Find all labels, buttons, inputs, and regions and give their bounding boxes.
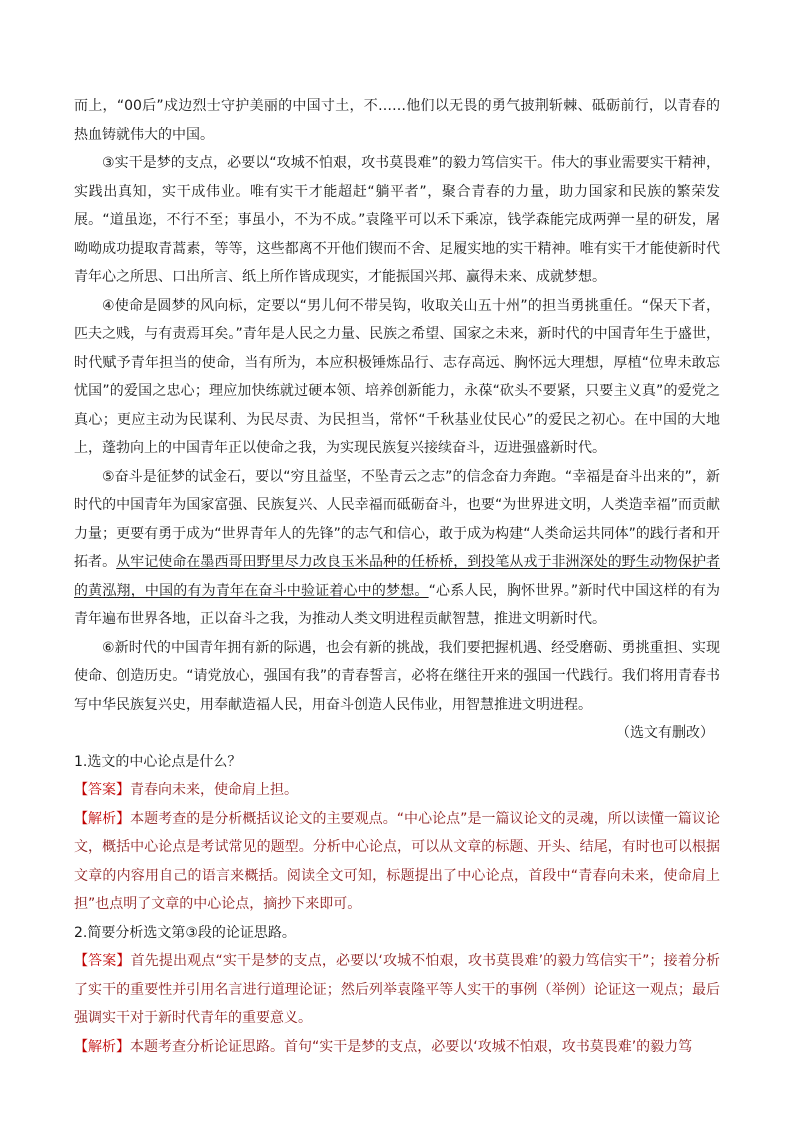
question-2: 2.简要分析选文第③段的论证思路。 <box>74 924 296 941</box>
paragraph-5 <box>74 463 720 634</box>
source-note: （选文有删改） <box>616 725 714 741</box>
analysis-text: 本题考查分析论证思路。首句“实干是梦的支点，必要以‘攻城不怕艰，攻书莫畏难’的毅力笃 <box>130 1038 693 1055</box>
document-page <box>74 92 720 1061</box>
analysis-2 <box>74 1033 720 1062</box>
paragraph-5-part-b: “心系人民，胸怀世界。”新时代中国这样的有为青年遍布世界各地，正以奋斗之我，为推动人类文明进程贡献智慧，推进文明新时代。 <box>74 582 720 627</box>
answer-2 <box>74 947 720 1033</box>
question-1: 1.选文的中心论点是什么？ <box>74 753 242 770</box>
paragraph-5-part-a: ⑤奋斗是征梦的试金石，要以“穷且益坚，不坠青云之志”的信念奋力奔跑。“幸福是奋斗出来的”，新时代的中国青年为国家富强、民族复兴、人民幸福而砥砺奋斗，也要“为世界进文明，人类造幸福”而贡献力量；更要有勇于成为“世界青年人的先锋”的志气和信心，敢于成为构建“人类命运共同体”的践行者和开拓者。 <box>74 468 720 570</box>
paragraph-continued: 而上，“00后”戍边烈士守护美丽的中国寸土，不……他们以无畏的勇气披荆斩棘、砥砺前行，以青春的热血铸就伟大的中国。 <box>74 98 720 143</box>
answer-text: 青春向未来，使命肩上担。 <box>130 782 298 798</box>
paragraph-3: ③实干是梦的支点，必要以“攻城不怕艰，攻书莫畏难”的毅力笃信实干。伟大的事业需要实干精神，实践出真知，实干成伟业。唯有实干才能超赶“躺平者”，聚合青春的力量，助力国家和民族的繁荣发展。“道虽迩，不行不至；事虽小，不为不成。”袁隆平可以禾下乘凉，钱学森能完成两弹一星的研发，屠呦呦成功提取青蒿素，等等，这些都离不开他们锲而不舍、足履实地的实干精神。唯有实干才能使新时代青年心之所思、口出所言、纸上所作皆成现实，才能振国兴邦、赢得未来、成就梦想。 <box>74 155 720 285</box>
paragraph-4: ④使命是圆梦的风向标，定要以“男儿何不带吴钩，收取关山五十州”的担当勇挑重任。“保天下者，匹夫之贱，与有责焉耳矣。”青年是人民之力量、民族之希望、国家之未来，新时代的中国青年生于盛世，时代赋予青年担当的使命，当有所为，本应积极锤炼品行、志存高远、胸怀远大理想，厚植“位卑未敢忘忧国”的爱国之忠心；理应加快练就过硬本领、培养创新能力，永葆“砍头不要紧，只要主义真”的爱党之真心；更应主动为民谋利、为民尽责、为民担当，常怀“千秋基业仗民心”的爱民之初心。在中国的大地上，蓬勃向上的中国青年正以使命之我，为实现民族复兴接续奋斗，迈进强盛新时代。 <box>74 297 720 456</box>
answer-text: 首先提出观点“实干是梦的支点，必要以‘攻城不怕艰，攻书莫畏难’的毅力笃信实干”；接着分析了实干的重要性并引用名言进行道理论证；然后列举袁隆平等人实干的事例（举例）论证这一观点；最后强调实干对于新时代青年的重要意义。 <box>74 953 721 1026</box>
answer-tag: 【答案】 <box>74 782 130 798</box>
analysis-1 <box>74 805 720 919</box>
answer-1 <box>74 776 720 805</box>
underlined-sentence: 从牢记使命在墨西哥田野里尽力改良玉米品种的任桥桥，到投笔从戎于非洲深处的野生动物保护者的黄泓翔，中国的有为青年在奋斗中验证着心中的梦想。 <box>74 554 721 599</box>
analysis-text: 本题考查的是分析概括议论文的主要观点。“中心论点”是一篇议论文的灵魂，所以读懂一篇议论文，概括中心论点是考试常见的题型。分析中心论点，可以从文章的标题、开头、结尾，有时也可以根据文章的内容用自己的语言来概括。阅读全文可知，标题提出了中心论点，首段中“青春向未来，使命肩上担”也点明了文章的中心论点，摘抄下来即可。 <box>74 810 720 912</box>
analysis-tag: 【解析】 <box>74 810 131 827</box>
paragraph-6: ⑥新时代的中国青年拥有新的际遇，也会有新的挑战，我们要把握机遇、经受磨砺、勇挑重担、实现使命、创造历史。“请党放心，强国有我”的青春誓言，必将在继往开来的强国一代践行。我们将用青春书写中华民族复兴史，用奉献造福人民，用奋斗创造人民伟业，用智慧推进文明进程。 <box>74 639 720 713</box>
answer-tag: 【答案】 <box>74 953 131 969</box>
analysis-tag: 【解析】 <box>74 1038 130 1055</box>
